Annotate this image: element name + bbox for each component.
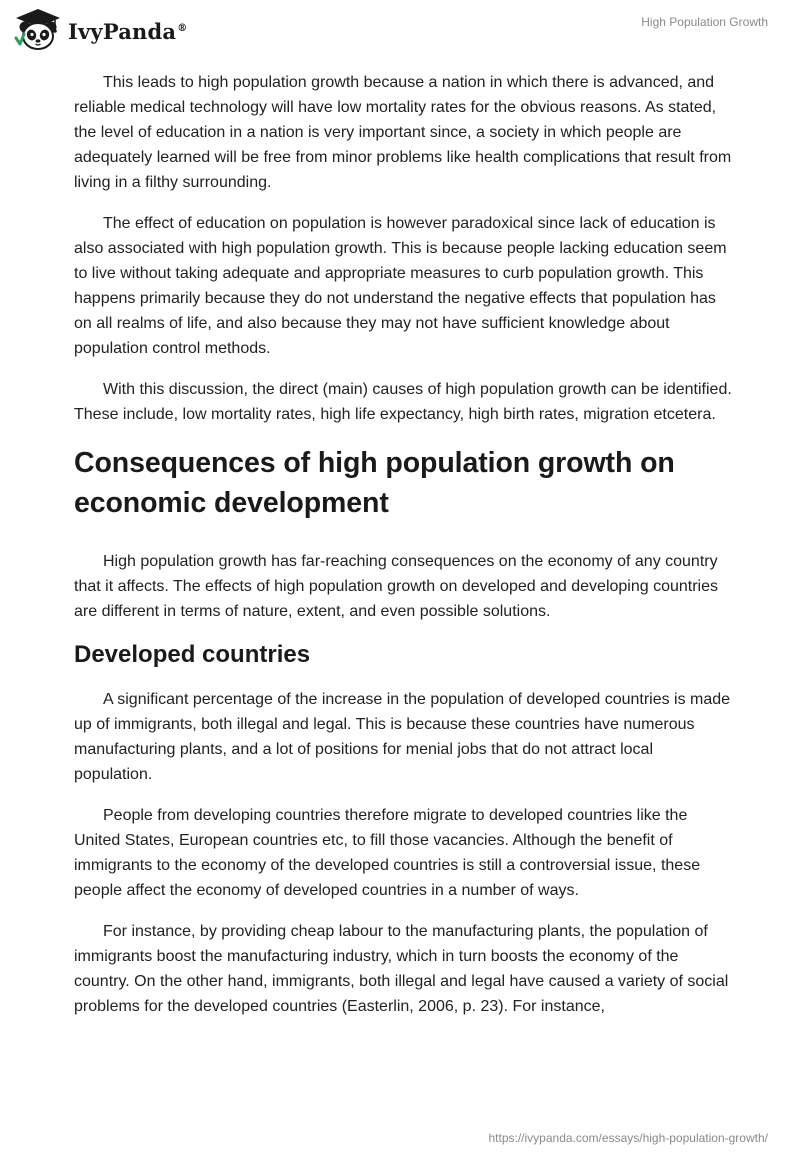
- paragraph: The effect of education on population is however paradoxical since lack of education is also associated with high population growth. This is because people lacking education seem to live without taking adequate and appropriate measures to curb population growth. This happens primarily because they do not understand the negative effects that population has on all realms of life, and also because they may not have sufficient knowledge about population control methods.: [74, 215, 727, 357]
- ivypanda-logo[interactable]: [14, 8, 187, 52]
- paragraph: High population growth has far-reaching consequences on the economy of any country that it affects. The effects of high population growth on developed and developing countries are different in terms of nature, extent, and even possible solutions.: [74, 553, 719, 620]
- source-url-link[interactable]: https://ivypanda.com/essays/high-population-growth/: [488, 1131, 768, 1145]
- paragraph: For instance, by providing cheap labour to the manufacturing plants, the population of immigrants boost the manufacturing industry, which in turn boosts the economy of the country. On the other hand, immigrants, both illegal and legal have caused a variety of social problems for the developed countries (Easterlin, 2006, p. 23). For instance,: [74, 923, 729, 1015]
- paragraph: People from developing countries therefore migrate to developed countries like the United States, European countries etc, to fill those vacancies. Although the benefit of immigrants to the economy of the developed countries is still a controversial issue, these people affect the economy of developed countries in a number of ways.: [74, 807, 701, 899]
- brand-name: IvyPanda®: [68, 18, 188, 44]
- essay-body: [74, 70, 734, 1035]
- subsection-heading: Developed countries: [74, 641, 311, 668]
- paragraph: With this discussion, the direct (main) causes of high population growth can be identified. These include, low mortality rates, high life expectancy, high birth rates, migration etcetera.: [74, 381, 732, 423]
- paragraph: A significant percentage of the increase in the population of developed countries is made up of immigrants, both illegal and legal. This is because these countries have numerous manufacturing plants, and a lot of positions for menial jobs that do not attract local population.: [74, 691, 731, 783]
- page-header: [0, 0, 800, 56]
- paragraph: This leads to high population growth because a nation in which there is advanced, and reliable medical technology will have low mortality rates for the obvious reasons. As stated, the level of education in a nation is very important since, a society in which people are adequately learned will be free from minor problems like health complications that result from living in a filthy surrounding.: [74, 74, 732, 191]
- panda-logo-icon: [14, 8, 62, 52]
- document-title: High Population Growth: [641, 15, 768, 29]
- section-heading: Consequences of high population growth on economic development: [74, 447, 675, 519]
